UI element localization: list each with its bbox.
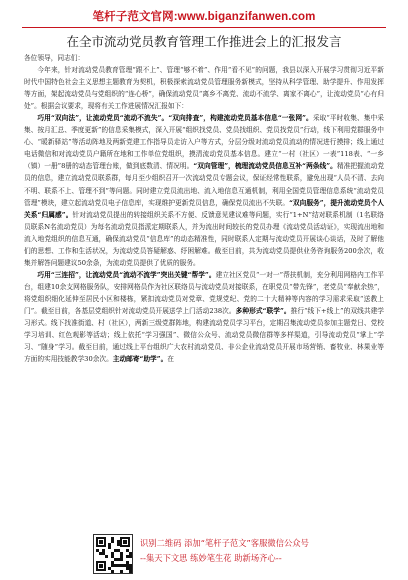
body-paragraph [24, 112, 384, 269]
paragraph-list [24, 64, 384, 365]
paragraph-text: 建立社区党员“一对一”帮扶机制，充分利用网格内工作平台，组建10余支网格服务队，安排网格员作为社区联络员与流动党员对接联系，在职党员“带先锋”，老党员“奉献余热”，将党组织细化延伸至居民小区和楼栋，紧扣流动党员对党章、党规党纪、党的二十大精神等内容的学习需求采取“送教上门”。截至目前，各基层党组织针对流动党员开展送学上门活动238次。 [24, 270, 384, 315]
document-body [24, 52, 384, 528]
bold-heading-text: 巧用“双向法”，让流动党员“流动不流失”。“双向排查”，构建流动党员基本信息“一张网”。 [37, 114, 313, 123]
qr-finder-pattern [120, 537, 130, 547]
qr-module [111, 570, 114, 573]
paragraph-text: 推行“线下+线上”的双线共建学习形式。线下找准街道、村（社区），两新三级党群阵地，构建流动党员学习平台，定期召集流动党员参加主题党日、党校学习培训、红色观影等活动；线上依托“学习强国”、微信公众号、流动党员微信群等多样渠道，引导流动党员“掌上”学习、“随身”学习。截至目前，通过线上平台组织广大农村流动党员、非公企业流动党员开展市场营销、畜牧业、林果业等方面的实用技能教学30余次。 [24, 306, 384, 364]
footer [0, 528, 408, 580]
site-banner[interactable]: 笔杆子范文官网:www.biganzifanwen.com [92, 11, 316, 23]
paragraph-text: 在 [167, 355, 174, 364]
qr-module [120, 570, 123, 573]
qr-module [129, 570, 132, 573]
footer-line-1: 识别二维码 添加“笔杆子范文”客服微信公众号 [140, 538, 309, 548]
body-paragraph [24, 64, 384, 112]
qr-module [105, 555, 108, 558]
body-paragraph [24, 269, 384, 365]
qr-finder-pattern [96, 537, 106, 547]
footer-text [140, 536, 380, 566]
qr-module [111, 540, 114, 543]
footer-line-2: --集天下文思 练妙笔生花 助新场齐心-- [140, 553, 282, 563]
document-title: 在全市流动党员教育管理工作推进会上的汇报发言 [66, 34, 342, 49]
bold-heading-text: 巧用“三连招”，让流动党员“流动不流学”突出关键“帮学”。 [37, 270, 216, 279]
bold-heading-text: “双向管理”，梳理流动党员信息互补“两条线”。 [193, 162, 337, 171]
qr-code-icon[interactable] [93, 534, 133, 574]
salutation: 各位领导，同志们： [24, 54, 85, 62]
bold-heading-text: 多种形式“联学”。 [235, 306, 291, 315]
bold-heading-text: 主动邮寄“助学”。 [112, 355, 168, 364]
paragraph-text: 今年来，针对流动党员教育管理“跟不上”、管理“够不着”、作用“看不见”的问题，我县以深入开展学习贯彻习近平新时代中国特色社会主义思想主题教育为契机，积极探索流动党员管理服务新模式，坚持从科学管理、助学提升、作用发挥等方面，架起流动党员与党组织的“连心桥”，确保流动党员“离乡不离党、流动不流学、离家不离心”，让流动党员“心有归处”。根据会议要求，现将有关工作进展情况汇报如下： [24, 66, 384, 111]
qr-module [120, 558, 123, 561]
qr-module [129, 555, 132, 558]
qr-finder-pattern [96, 561, 106, 571]
bold-heading-text: “双向服务”，提升流动党员个人关系“归属感”。 [24, 198, 384, 219]
banner-divider [22, 27, 386, 28]
paragraph-text: 针对流动党员提出的转接组织关系不方便、反馈意见建议难等问题，实行“1+N”结对联系机制（1名联络员联系N名流动党员）为每名流动党员指派定期联系人，并为流出时间较长的党员办理《流动党员活动证》，实现流出地和流入地党组织的信息互通，确保流动党员“信息库”的动态精准性，同时联系人定期与流动党员开展谈心谈话，及时了解他们的思想、工作和生活状况，为流动党员答疑解惑、纾困解难。截至目前，共为流动党员提供业务咨询服务200余次，收集并解答问题建议50余条，为流动党员提供了优质的服务。 [24, 210, 384, 267]
paragraph-text: 精准把握流动党员的信息，建立流动党员联系群，每月至少组织召开一次流动党员专题会议，保证经常性联系，避免出现“人员不清、去向不明、联系不上、管理不到”等问题。同时建立党员流出地、流入地信息互通机制，利用全国党员管理信息系统“流动党员管理”模块，建立起流动党员电子信息库，实现维护更新党员信息，确保党员流出不失联。 [24, 162, 384, 207]
paragraph-text: 采取“平时收集、集中采集、按月汇总、季度更新”的信息采集模式，深入开展“组织找党员、党员找组织、党员找党员”行动，线下利用党群服务中心、“暖新驿站”等活动阵地及两新党建工作指导员走访入户等方式，分层分级对流动党员流动的情况进行摸排；线上通过电话微信和对流动党员户籍所在地和工作单位党组织，摸清流动党员基本信息。建立“一村（社区）一表”118表、“一乡（镇）一册”8册的动态管理台账，做到底数清、情况明。 [24, 114, 384, 171]
qr-module [117, 543, 120, 546]
qr-module [108, 546, 111, 549]
